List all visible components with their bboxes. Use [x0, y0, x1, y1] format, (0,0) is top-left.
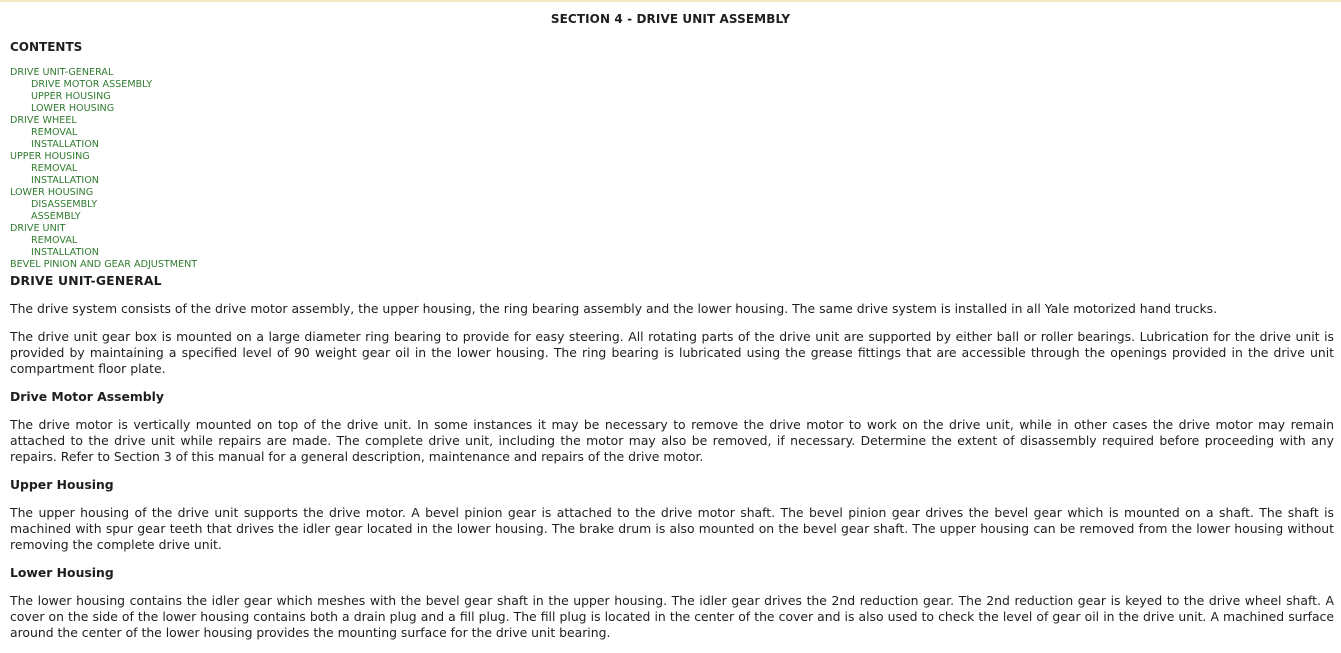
toc-link-upper-housing[interactable]: UPPER HOUSING: [10, 151, 90, 162]
toc-link-lower-housing-disassembly[interactable]: DISASSEMBLY: [31, 199, 98, 210]
toc-item: [10, 247, 197, 259]
toc-item: [10, 199, 197, 211]
toc-link-drive-unit-removal[interactable]: REMOVAL: [31, 235, 78, 246]
toc-link-drive-wheel[interactable]: DRIVE WHEEL: [10, 115, 77, 126]
drive-unit-general-heading: DRIVE UNIT-GENERAL: [10, 273, 162, 288]
toc-link-upper-housing-sub[interactable]: UPPER HOUSING: [31, 91, 111, 102]
toc-link-drive-wheel-installation[interactable]: INSTALLATION: [31, 139, 99, 150]
toc-item: [10, 163, 197, 175]
upper-housing-paragraph: The upper housing of the drive unit supports the drive motor. A bevel pinion gear is attached to the drive motor shaft. The bevel pinion gear drives the bevel gear which is mounted on a shaft. The shaft is machined with spur gear teeth that drives the idler gear located in the lower housing. The brake drum is also mounted on the bevel gear shaft. The upper housing can be removed from the lower housing without removing the complete drive unit.: [10, 505, 1334, 552]
toc-link-lower-housing[interactable]: LOWER HOUSING: [10, 187, 94, 198]
toc-item: [10, 211, 197, 223]
drive-motor-paragraph: The drive motor is vertically mounted on top of the drive unit. In some instances it may be necessary to remove the drive motor to work on the drive unit, while in other cases the drive motor may remain attached to the drive unit while repairs are made. The complete drive unit, including the motor may also be removed, if necessary. Determine the extent of disassembly required before proceeding with any repairs. Refer to Section 3 of this manual for a general description, maintenance and repairs of the drive motor.: [10, 417, 1334, 464]
drive-motor-assembly-heading: Drive Motor Assembly: [10, 389, 164, 404]
contents-heading: CONTENTS: [10, 40, 83, 54]
toc-item: [10, 139, 197, 151]
toc-link-upper-housing-removal[interactable]: REMOVAL: [31, 163, 78, 174]
toc-link-lower-housing-sub[interactable]: LOWER HOUSING: [31, 103, 115, 114]
toc-link-upper-housing-installation[interactable]: INSTALLATION: [31, 175, 99, 186]
toc-item: [10, 79, 197, 91]
toc-item: [10, 223, 197, 235]
toc-item: [10, 187, 197, 199]
general-paragraph-2: The drive unit gear box is mounted on a large diameter ring bearing to provide for easy steering. All rotating parts of the drive unit are supported by either ball or roller bearings. Lubrication for the drive unit is provided by maintaining a specified level of 90 weight gear oil in the lower housing. The ring bearing is lubricated using the grease fittings that are accessible through the openings provided in the drive unit compartment floor plate.: [10, 329, 1334, 376]
toc-link-lower-housing-assembly[interactable]: ASSEMBLY: [31, 211, 81, 222]
toc-item: [10, 127, 197, 139]
general-paragraph-1: The drive system consists of the drive motor assembly, the upper housing, the ring bearing assembly and the lower housing. The same drive system is installed in all Yale motorized hand trucks.: [10, 301, 1218, 316]
page-title: SECTION 4 - DRIVE UNIT ASSEMBLY: [550, 12, 791, 26]
toc-link-drive-motor-assembly[interactable]: DRIVE MOTOR ASSEMBLY: [31, 79, 153, 90]
toc-item: [10, 175, 197, 187]
toc-item: [10, 67, 197, 79]
toc-item: [10, 151, 197, 163]
toc-item: [10, 235, 197, 247]
main-content: [10, 273, 1334, 653]
toc-link-drive-unit-installation[interactable]: INSTALLATION: [31, 247, 99, 258]
table-of-contents: [10, 67, 197, 271]
lower-housing-paragraph: The lower housing contains the idler gear which meshes with the bevel gear shaft in the upper housing. The idler gear drives the 2nd reduction gear. The 2nd reduction gear is keyed to the drive wheel shaft. A cover on the side of the lower housing contains both a drain plug and a fill plug. The fill plug is located in the center of the cover and is also used to check the level of gear oil in the drive unit. A machined surface around the center of the lower housing provides the mounting surface for the drive unit bearing.: [10, 593, 1334, 640]
lower-housing-heading: Lower Housing: [10, 565, 114, 580]
upper-housing-heading: Upper Housing: [10, 477, 114, 492]
toc-item: [10, 91, 197, 103]
toc-link-drive-wheel-removal[interactable]: REMOVAL: [31, 127, 78, 138]
toc-item: [10, 103, 197, 115]
toc-link-drive-unit[interactable]: DRIVE UNIT: [10, 223, 66, 234]
toc-item: [10, 115, 197, 127]
toc-item: [10, 259, 197, 271]
toc-link-bevel-pinion-gear-adjustment[interactable]: BEVEL PINION AND GEAR ADJUSTMENT: [10, 259, 198, 270]
top-rule: [0, 0, 1341, 2]
toc-link-drive-unit-general[interactable]: DRIVE UNIT-GENERAL: [10, 67, 114, 78]
